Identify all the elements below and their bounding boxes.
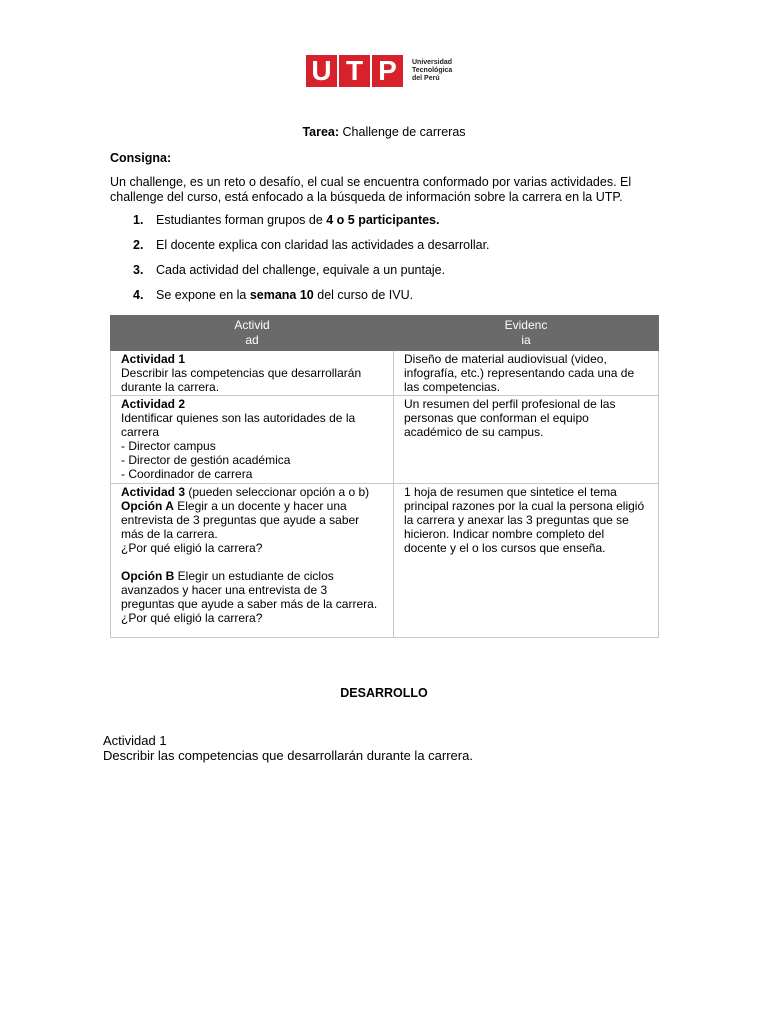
evidence-cell: Un resumen del perfil profesional de las personas que conforman el equipo académico de su campus. <box>394 396 659 484</box>
logo-letter-t: T <box>339 55 370 87</box>
table-row <box>111 351 659 396</box>
logo-letter-p: P <box>372 55 403 87</box>
steps-list <box>133 213 490 313</box>
list-item <box>133 238 490 263</box>
list-item <box>133 213 490 238</box>
logo-letter-u: U <box>306 55 337 87</box>
utp-logo <box>306 55 452 87</box>
title-text: Challenge de carreras <box>342 125 466 139</box>
step-number: 3. <box>133 263 144 277</box>
activity-cell <box>111 351 394 396</box>
table-header-row <box>111 316 659 351</box>
step-text: Cada actividad del challenge, equivale a un puntaje. <box>156 263 446 277</box>
option-b-question: ¿Por qué eligió la carrera? <box>121 611 263 625</box>
list-item <box>133 288 490 313</box>
activity-desc: Identificar quienes son las autoridades de la carrera <box>121 411 356 439</box>
activity-desc: Describir las competencias que desarrollarán durante la carrera. <box>121 366 362 394</box>
activity-cell <box>111 396 394 484</box>
option-a-question: ¿Por qué eligió la carrera? <box>121 541 263 555</box>
option-b: Opción B Elegir un estudiante de ciclos avanzados y hacer una entrevista de 3 preguntas que ayude a saber más de la carrera. <box>121 569 378 611</box>
logo-text <box>412 59 452 83</box>
step-number: 4. <box>133 288 144 302</box>
list-item: - Coordinador de carrera <box>121 467 253 481</box>
table-row <box>111 396 659 484</box>
title-label: Tarea: <box>302 125 340 139</box>
list-item: - Director campus <box>121 439 216 453</box>
actividad-1-text: Describir las competencias que desarrollarán durante la carrera. <box>103 748 473 763</box>
step-number: 1. <box>133 213 144 227</box>
activity-3-intro: Actividad 3 (pueden seleccionar opción a o b) Opción A Elegir a un docente y hacer una entrevista de 3 preguntas que ayude a saber más de la carrera. <box>121 485 370 541</box>
actividad-1-section <box>103 733 473 763</box>
page-title <box>0 125 768 139</box>
step-text: Estudiantes forman grupos de 4 o 5 participantes. <box>156 213 440 227</box>
actividad-1-title: Actividad 1 <box>103 733 167 748</box>
header-actividad: Activid ad <box>111 316 394 351</box>
activity-title: Actividad 1 <box>121 352 186 366</box>
step-number: 2. <box>133 238 144 252</box>
activities-table <box>110 315 659 638</box>
header-evidencia: Evidenc ia <box>394 316 659 351</box>
desarrollo-heading: DESARROLLO <box>340 686 428 700</box>
logo-line2: Tecnológica <box>412 67 453 74</box>
activity-cell <box>111 484 394 638</box>
step-text: Se expone en la semana 10 del curso de IVU. <box>156 288 414 302</box>
logo-line3: del Perú <box>412 75 440 82</box>
evidence-cell: Diseño de material audiovisual (video, infografía, etc.) representando cada una de las competencias. <box>394 351 659 396</box>
logo-line1: Universidad <box>412 59 453 66</box>
logo-letters <box>306 55 406 87</box>
step-text: El docente explica con claridad las actividades a desarrollar. <box>156 238 490 252</box>
table-row <box>111 484 659 638</box>
list-item: - Director de gestión académica <box>121 453 291 467</box>
evidence-cell: 1 hoja de resumen que sintetice el tema principal razones por la cual la persona eligió la carrera y anexar las 3 preguntas que se hicieron. Indicar nombre completo del docente y el o los cursos que enseña. <box>394 484 659 638</box>
list-item <box>133 263 490 288</box>
activity-title: Actividad 2 <box>121 397 186 411</box>
intro-paragraph: Un challenge, es un reto o desafío, el cual se encuentra conformado por varias actividades. El challenge del curso, está enfocado a la búsqueda de información sobre la carrera en la UTP. <box>110 175 632 204</box>
consigna-heading: Consigna: <box>110 151 172 165</box>
